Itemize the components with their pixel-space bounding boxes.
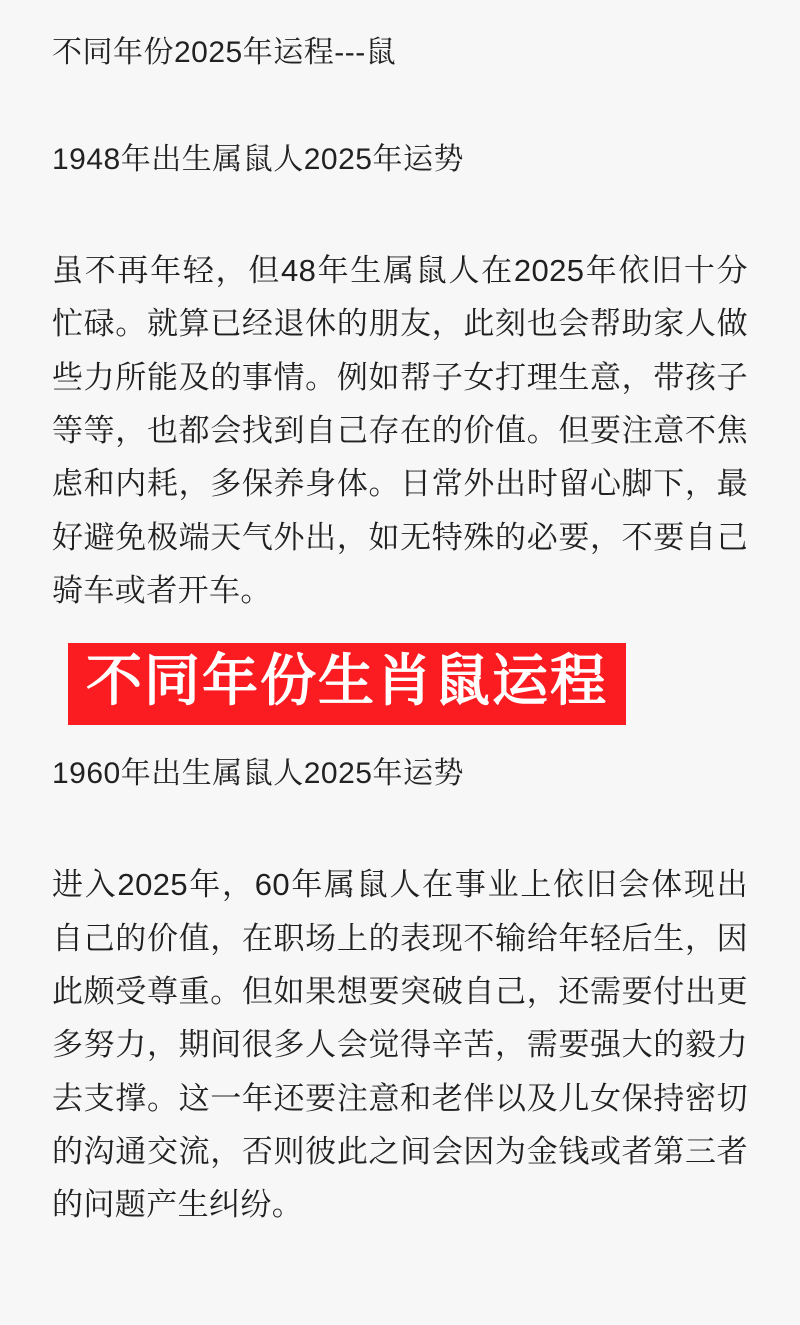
spacer [52, 725, 748, 751]
spacer [52, 75, 748, 137]
spacer [52, 182, 748, 244]
page-title: 不同年份2025年运程---鼠 [52, 36, 397, 69]
spacer [52, 617, 748, 643]
section-heading-1960: 1960年出生属鼠人2025年运势 [52, 757, 464, 791]
highlight-banner-text: 不同年份生肖鼠运程 [86, 649, 608, 715]
section-heading-1948: 1948年出生属鼠人2025年运势 [52, 143, 464, 176]
section-paragraph-1948: 虽不再年轻，但48年生属鼠人在2025年依旧十分忙碌。就算已经退休的朋友，此刻也会帮助家人做些力所能及的事情。例如帮子女打理生意，带孩子等等，也都会找到自己存在的价值。但要注意不焦虑和内耗，多保养身体。日常外出时留心脚下，最好避免极端天气外出，如无特殊的必要，不要自己骑车或者开车。 [52, 253, 748, 608]
banner-container [52, 643, 748, 725]
highlight-banner [68, 643, 626, 725]
spacer [52, 796, 748, 858]
section-paragraph-1960: 进入2025年，60年属鼠人在事业上依旧会体现出自己的价值，在职场上的表现不输给年轻后生，因此颇受尊重。但如果想要突破自己，还需要付出更多努力，期间很多人会觉得辛苦，需要强大的毅力去支撑。这一年还要注意和老伴以及儿女保持密切的沟通交流，否则彼此之间会因为金钱或者第三者的问题产生纠纷。 [52, 867, 748, 1223]
